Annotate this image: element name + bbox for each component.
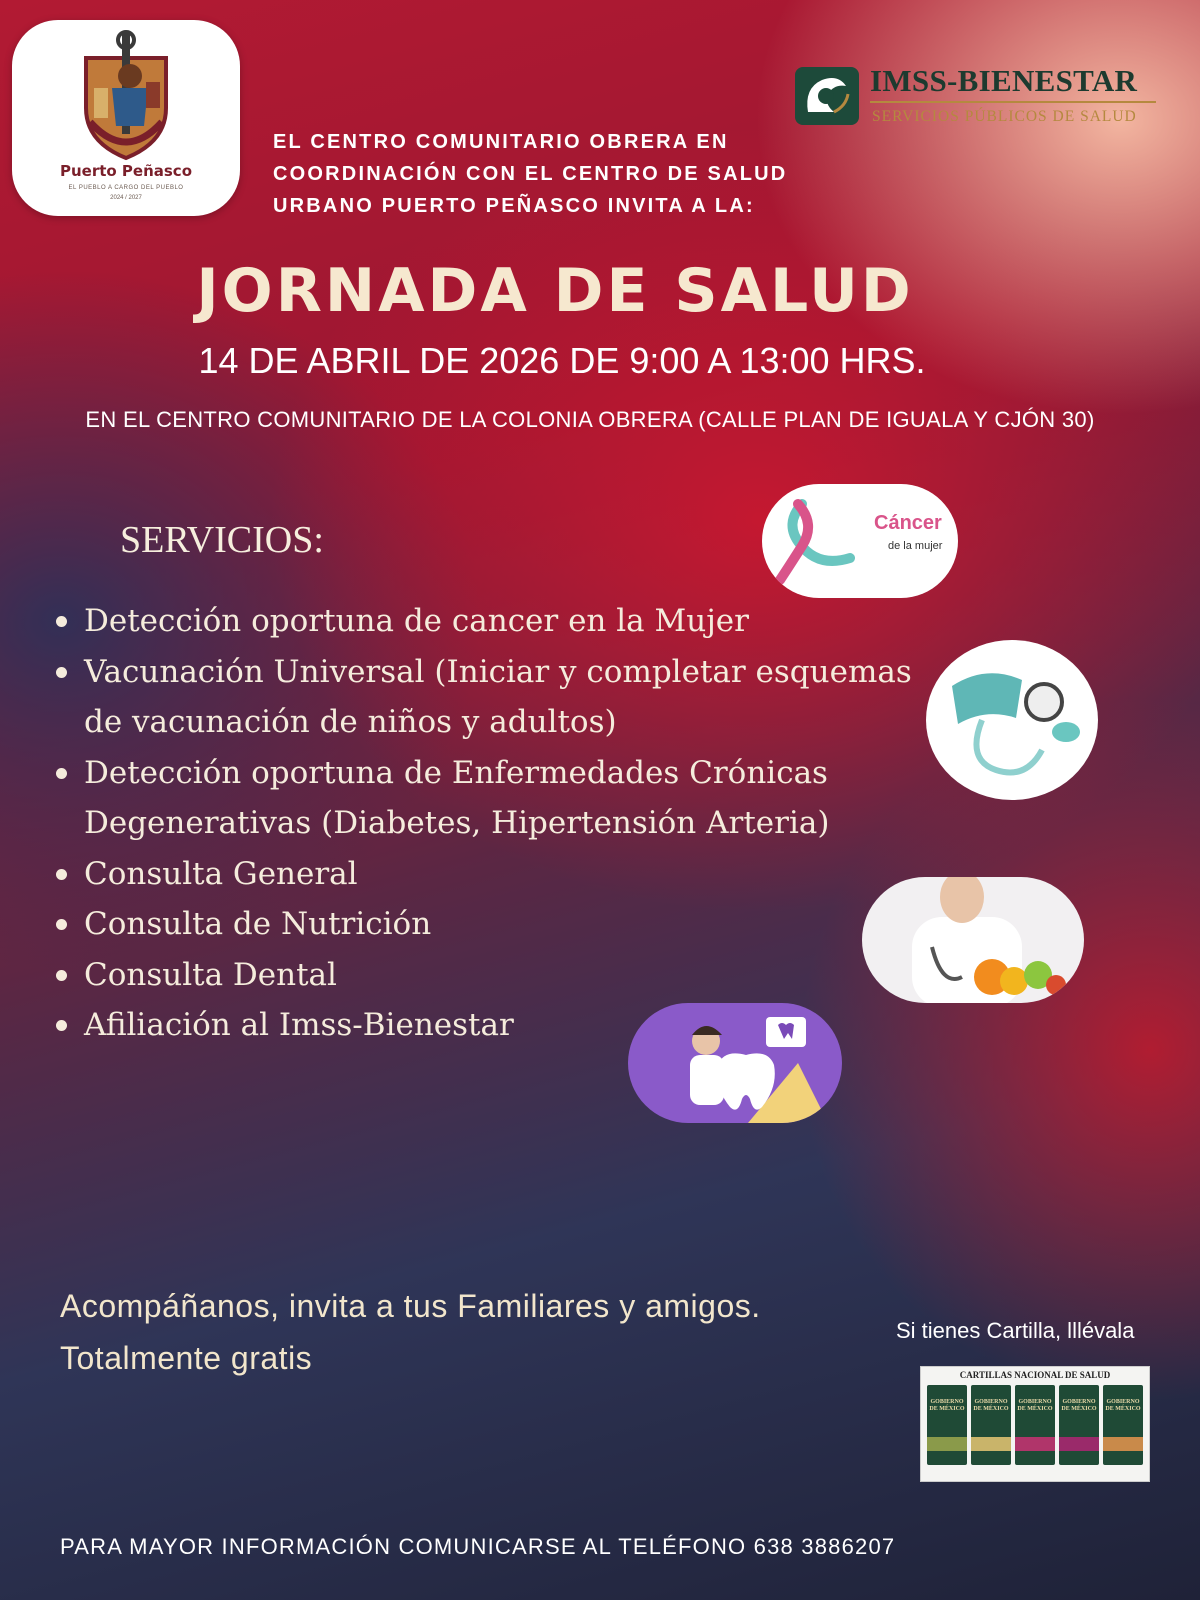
- booklet-cover-text: GOBIERNO DE MÉXICO: [973, 1399, 1009, 1412]
- intro-line-2: COORDINACIÓN CON EL CENTRO DE SALUD: [273, 163, 788, 185]
- cartilla-booklet: [971, 1385, 1011, 1465]
- imss-divider: [870, 101, 1156, 103]
- tooth-dentist-icon: [628, 1003, 842, 1123]
- nutrition-doctor-photo: [862, 877, 1084, 1003]
- list-item: Vacunación Universal (Iniciar y completar esquemas de vacunación de niños y adultos): [50, 647, 930, 748]
- event-date-time: 14 DE ABRIL DE 2026 DE 9:00 A 13:00 HRS.: [198, 340, 926, 381]
- list-item: Detección oportuna de Enfermedades Crónicas Degenerativas (Diabetes, Hipertensión Arteria): [50, 748, 930, 849]
- booklet-cover-text: GOBIERNO DE MÉXICO: [1061, 1399, 1097, 1412]
- imss-subtitle: SERVICIOS PÚBLICOS DE SALUD: [872, 108, 1137, 125]
- dental-illustration: [628, 1003, 842, 1123]
- event-location: EN EL CENTRO COMUNITARIO DE LA COLONIA OBRERA (CALLE PLAN DE IGUALA Y CJÓN 30): [85, 407, 1095, 432]
- cancer-awareness-badge: [762, 484, 958, 598]
- intro-line-1: EL CENTRO COMUNITARIO OBRERA EN: [273, 131, 729, 153]
- cancer-badge-subtitle: de la mujer: [888, 540, 943, 552]
- imss-title: IMSS-BIENESTAR: [870, 63, 1138, 98]
- cartillas-title: CARTILLAS NACIONAL DE SALUD: [959, 1370, 1111, 1380]
- services-list: [50, 596, 930, 1051]
- doctor-fruit-icon: [862, 877, 1084, 1003]
- cartilla-booklet: [1059, 1385, 1099, 1465]
- cartilla-booklet: [1103, 1385, 1143, 1465]
- booklet-stripe: [1059, 1437, 1099, 1451]
- booklet-stripe: [971, 1437, 1011, 1451]
- contact-footer: PARA MAYOR INFORMACIÓN COMUNICARSE AL TELÉFONO 638 3886207: [60, 1534, 896, 1559]
- cartillas-image: [920, 1366, 1150, 1482]
- page-title: JORNADA DE SALUD: [196, 256, 914, 326]
- invitation-text: [60, 1280, 761, 1384]
- booklet-stripe: [927, 1437, 967, 1451]
- cartilla-booklet: [927, 1385, 967, 1465]
- cartilla-note: Si tienes Cartilla, lllévala: [896, 1318, 1135, 1343]
- list-item: Consulta Dental: [50, 950, 930, 1001]
- invite-line-1: Acompáñanos, invita a tus Familiares y amigos.: [60, 1288, 761, 1324]
- imss-bienestar-emblem-icon: [794, 66, 860, 126]
- services-heading: SERVICIOS:: [120, 519, 324, 561]
- puerto-penasco-logo: [12, 20, 240, 216]
- list-item: Consulta General: [50, 849, 930, 900]
- blood-pressure-photo: [926, 640, 1098, 800]
- logo-name: Puerto Peñasco: [59, 162, 193, 180]
- list-item: Detección oportuna de cancer en la Mujer: [50, 596, 930, 647]
- logo-years: 2024 / 2027: [110, 195, 142, 201]
- list-item: Consulta de Nutrición: [50, 899, 930, 950]
- intro-line-3: URBANO PUERTO PEÑASCO INVITA A LA:: [273, 195, 755, 217]
- booklet-cover-text: GOBIERNO DE MÉXICO: [1105, 1399, 1141, 1412]
- booklet-cover-text: GOBIERNO DE MÉXICO: [929, 1399, 965, 1412]
- cartilla-booklet: [1015, 1385, 1055, 1465]
- booklet-stripe: [1103, 1437, 1143, 1451]
- anchor-crest-icon: [60, 30, 192, 162]
- cancer-badge-title: Cáncer: [874, 512, 942, 534]
- sphygmomanometer-icon: [926, 640, 1098, 800]
- intro-text: [273, 126, 833, 222]
- booklet-cover-text: GOBIERNO DE MÉXICO: [1017, 1399, 1053, 1412]
- logo-slogan: EL PUEBLO A CARGO DEL PUEBLO: [68, 185, 184, 191]
- list-item: Afiliación al Imss-Bienestar: [50, 1000, 930, 1051]
- invite-line-2: Totalmente gratis: [60, 1340, 313, 1376]
- booklet-stripe: [1015, 1437, 1055, 1451]
